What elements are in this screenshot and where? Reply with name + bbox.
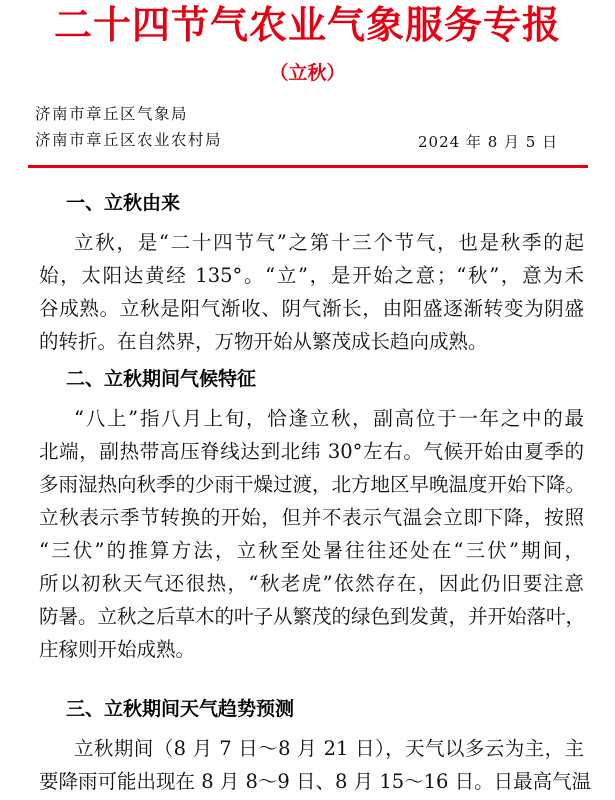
bulletin-title: 二十四节气农业气象服务专报 [53,2,561,47]
paragraph-line: 庄稼则开始成熟。 [39,638,196,661]
paragraph-line: 多雨湿热向秋季的少雨干燥过渡，北方地区早晚温度开始下降。 [39,473,586,496]
paragraph-line: 立秋期间（8 月 7 日～8 月 21 日），天气以多云为主，主 [74,737,584,760]
paragraph-line: 始，太阳达黄经 135°。“立”，是开始之意；“秋”，意为禾 [39,264,584,287]
header-divider [28,165,588,168]
paragraph-line: “三伏”的推算方法，立秋至处暑往往还处在“三伏”期间， [39,539,584,562]
paragraph-line: 要降雨可能出现在 8 月 8～9 日、8 月 15～16 日。日最高气温 [39,770,592,793]
section-heading-forecast: 三、立秋期间天气趋势预测 [66,698,295,720]
issue-date: 2024 年 8 月 5 日 [418,133,559,151]
paragraph-line: “八上”指八月上旬，恰逢立秋，副高位于一年之中的最 [74,407,584,430]
paragraph-line: 所以初秋天气还很热，“秋老虎”依然存在，因此仍旧要注意 [39,572,584,595]
issuer-agriculture-bureau: 济南市章丘区农业农村局 [35,131,223,149]
paragraph-line: 立秋表示季节转换的开始，但并不表示气温会立即下降，按照 [39,506,584,529]
paragraph-line: 的转折。在自然界，万物开始从繁茂成长趋向成熟。 [39,330,488,353]
paragraph-line: 谷成熟。立秋是阳气渐收、阴气渐长，由阳盛逐渐转变为阴盛 [39,297,584,320]
paragraph-line: 立秋，是“二十四节气”之第十三个节气，也是秋季的起 [74,231,584,254]
section-heading-climate: 二、立秋期间气候特征 [66,368,257,390]
section-heading-origin: 一、立秋由来 [66,192,181,214]
paragraph-line: 北端，副热带高压脊线达到北纬 30°左右。气候开始由夏季的 [39,440,584,463]
paragraph-line: 防暑。立秋之后草木的叶子从繁茂的绿色到发黄，并开始落叶， [39,605,586,628]
issuer-meteorological-bureau: 济南市章丘区气象局 [35,105,189,123]
bulletin-subtitle: （立秋） [269,62,346,84]
